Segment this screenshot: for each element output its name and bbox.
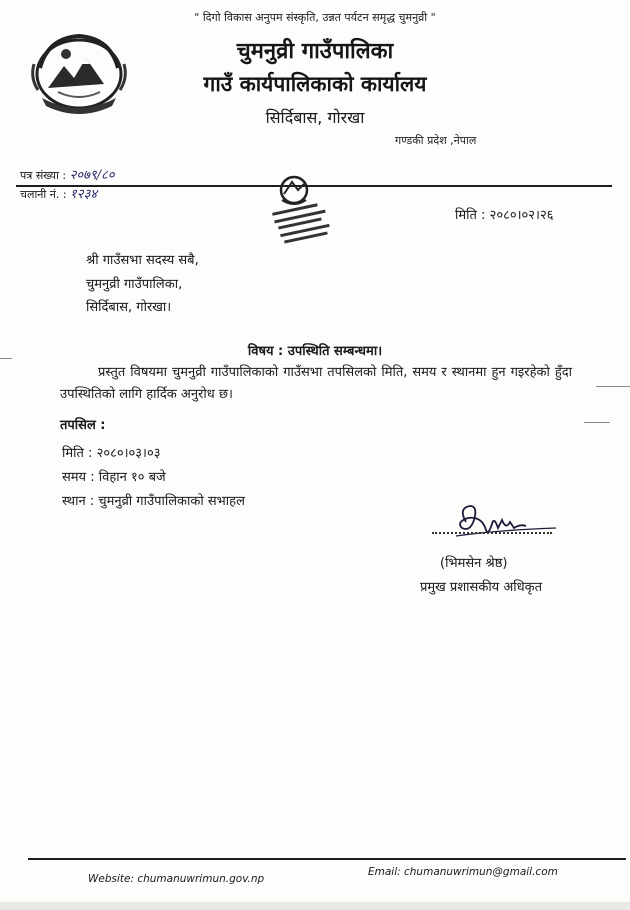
details-venue: स्थान : चुमनुव्री गाउँपालिकाको सभाहल <box>62 494 245 509</box>
office-stamp-icon <box>268 170 344 248</box>
details-date: मिति : २०८०।०३।०३ <box>62 446 161 461</box>
details-time: समय : विहान १० बजे <box>62 470 166 485</box>
letter-number-label: पत्र संख्या : <box>20 169 67 182</box>
margin-mark <box>596 386 630 387</box>
footer-email: Email: chumanuwrimun@gmail.com <box>368 866 558 878</box>
addressee-line: चुमनुव्री गाउँपालिका, <box>86 277 183 292</box>
letter-date: मिति : २०८०।०२।२६ <box>455 208 554 223</box>
footer-divider <box>28 858 626 860</box>
office-location: सिर्दिबास, गोरखा <box>265 108 365 127</box>
dispatch-number-label: चलानी नं. : <box>20 188 67 201</box>
office-name: गाउँ कार्यपालिकाको कार्यालय <box>203 72 427 96</box>
addressee-line: सिर्दिबास, गोरखा। <box>86 300 172 315</box>
dispatch-number-value: १२३४ <box>70 187 98 202</box>
body-paragraph: प्रस्तुत विषयमा चुमनुव्री गाउँपालिकाको गाउँसभा तपसिलको मिति, समय र स्थानमा हुन गइरहेको हुँदा उपस्थितिको लागि हार्दिक अनुरोध छ। <box>60 365 572 402</box>
province: गण्डकी प्रदेश ,नेपाल <box>395 134 477 147</box>
signature-line <box>432 532 552 534</box>
addressee-line: श्री गाउँसभा सदस्य सबै, <box>86 253 199 268</box>
signatory-title: प्रमुख प्रशासकीय अधिकृत <box>420 580 543 595</box>
margin-mark <box>584 422 610 423</box>
margin-mark <box>0 358 12 359</box>
signatory-name: (भिमसेन श्रेष्ठ) <box>440 556 508 571</box>
footer-website: Website: chumanuwrimun.gov.np <box>88 873 265 885</box>
letter-number-value: २०७९/८० <box>69 168 115 183</box>
scan-edge <box>0 902 630 910</box>
motto: " दिगो विकास अनुपम संस्कृति, उन्नत पर्यटन समृद्ध चुमनुव्री " <box>194 11 436 24</box>
organization-name: चुमनुव्री गाउँपालिका <box>236 39 394 64</box>
signature-icon <box>448 500 558 542</box>
subject-line: विषय : उपस्थिति सम्बन्धमा। <box>247 344 383 359</box>
letter-number <box>20 165 115 183</box>
details-heading: तपसिल : <box>60 418 106 433</box>
